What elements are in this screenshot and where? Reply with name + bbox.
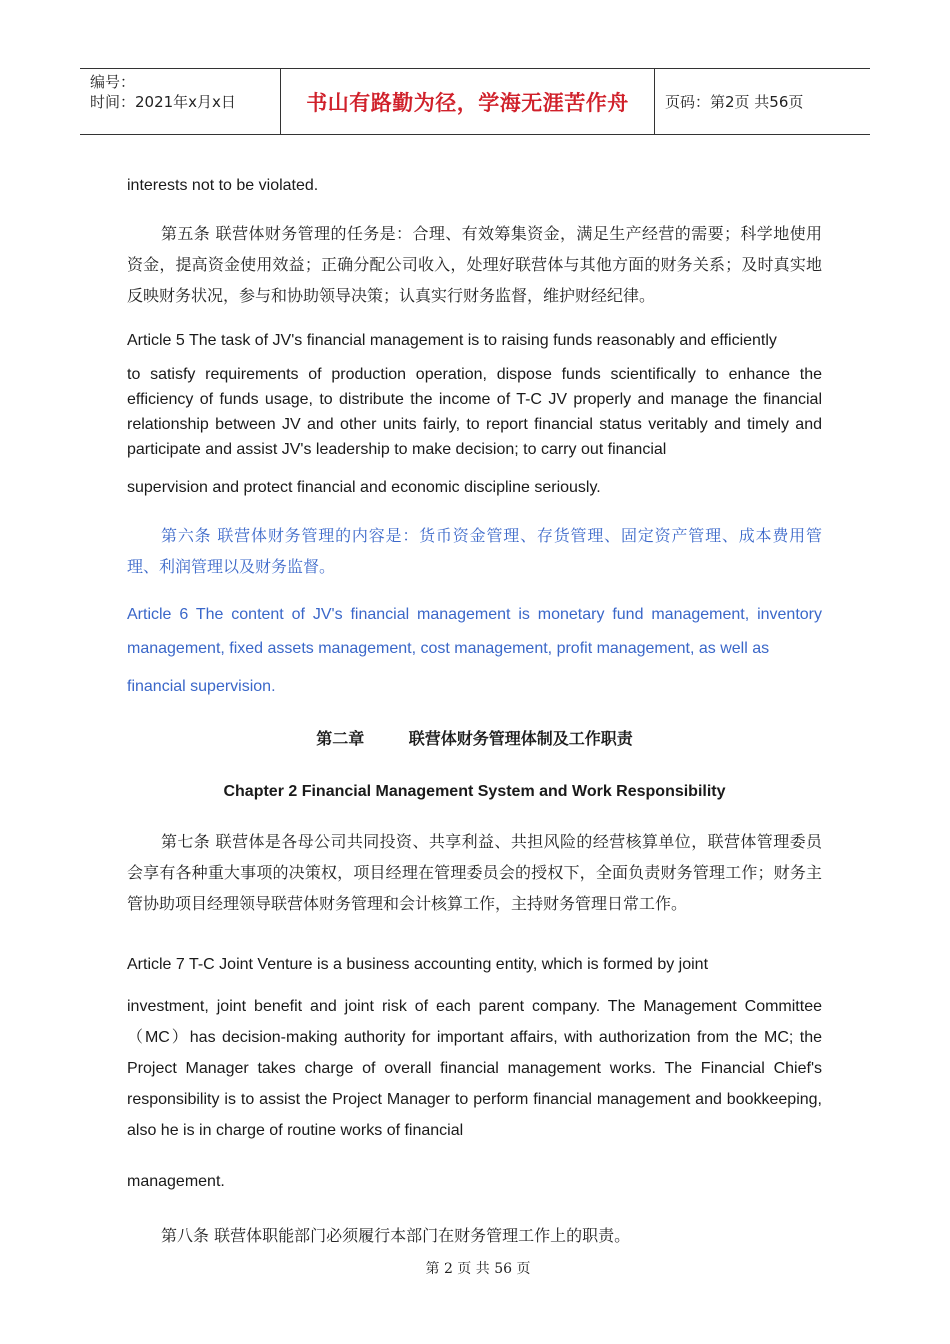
page-header [80, 68, 870, 135]
article-7-en-body: investment, joint benefit and joint risk of each parent company. The Management Committee（MC）has decision-making authority for important affairs, with authorization from the MC; the Project Manager takes charge of overall financial management works. The Financial Chief's responsibility is to assist the Project Manager to perform financial management and bookkeeping, also he is in charge of routine works of financial [127, 998, 822, 1139]
document-body [127, 170, 822, 1251]
article-8-zh: 第八条 联营体职能部门必须履行本部门在财务管理工作上的职责。 [161, 1226, 631, 1245]
article-7-zh: 第七条 联营体是各母公司共同投资、共享利益、共担风险的经营核算单位，联营体管理委员会享有各种重大事项的决策权，项目经理在管理委员会的授权下，全面负责财务管理工作；财务主管协助项目经理领导联营体财务管理和会计核算工作，主持财务管理日常工作。 [127, 832, 822, 913]
chapter-title-en: Chapter 2 Financial Management System and Work Responsibility [223, 783, 726, 800]
article-5-en-body: to satisfy requirements of production operation, dispose funds scientifically to enhance the efficiency of funds usage, to distribute the income of T-C JV properly and manage the financial relationship between JV and other units fairly, to report financial status veritably and timely and participate and assist JV's leadership to make decision; to carry out financial [127, 366, 822, 458]
article-6-zh: 第六条 联营体财务管理的内容是：货币资金管理、存货管理、固定资产管理、成本费用管理、利润管理以及财务监督。 [127, 526, 822, 576]
article-7-en-last: management. [127, 1173, 225, 1190]
article-7-en-line1: Article 7 T-C Joint Venture is a business accounting entity, which is formed by joint [127, 956, 709, 973]
article-5-en-last: supervision and protect financial and economic discipline seriously. [127, 479, 601, 496]
header-page-info: 页码：第2页 共56页 [665, 93, 804, 111]
article-5-en-line1: Article 5 The task of JV's financial management is to raising funds reasonably and efficiently [127, 332, 777, 349]
footer-page-number: 第 2 页 共 56 页 [425, 1261, 531, 1277]
header-meta [80, 69, 281, 134]
paragraph-continuation: interests not to be violated. [127, 177, 319, 194]
header-motto: 书山有路勤为径，学海无涯苦作舟 [281, 69, 655, 134]
article-6-en-body: Article 6 The content of JV's financial management is monetary fund management, inventory management, fixed assets management, cost management, profit management, as well as [127, 606, 822, 657]
header-number-label: 编号： [90, 73, 136, 91]
chapter-title-zh: 第二章 联营体财务管理体制及工作职责 [316, 729, 633, 748]
article-6-en-last: financial supervision. [127, 678, 276, 695]
page-footer [0, 1258, 950, 1278]
article-5-zh: 第五条 联营体财务管理的任务是：合理、有效筹集资金，满足生产经营的需要；科学地使用资金，提高资金使用效益；正确分配公司收入，处理好联营体与其他方面的财务关系；及时真实地反映财务状况，参与和协助领导决策；认真实行财务监督，维护财经纪律。 [127, 224, 822, 305]
header-date-label: 时间：2021年x月x日 [90, 93, 236, 111]
